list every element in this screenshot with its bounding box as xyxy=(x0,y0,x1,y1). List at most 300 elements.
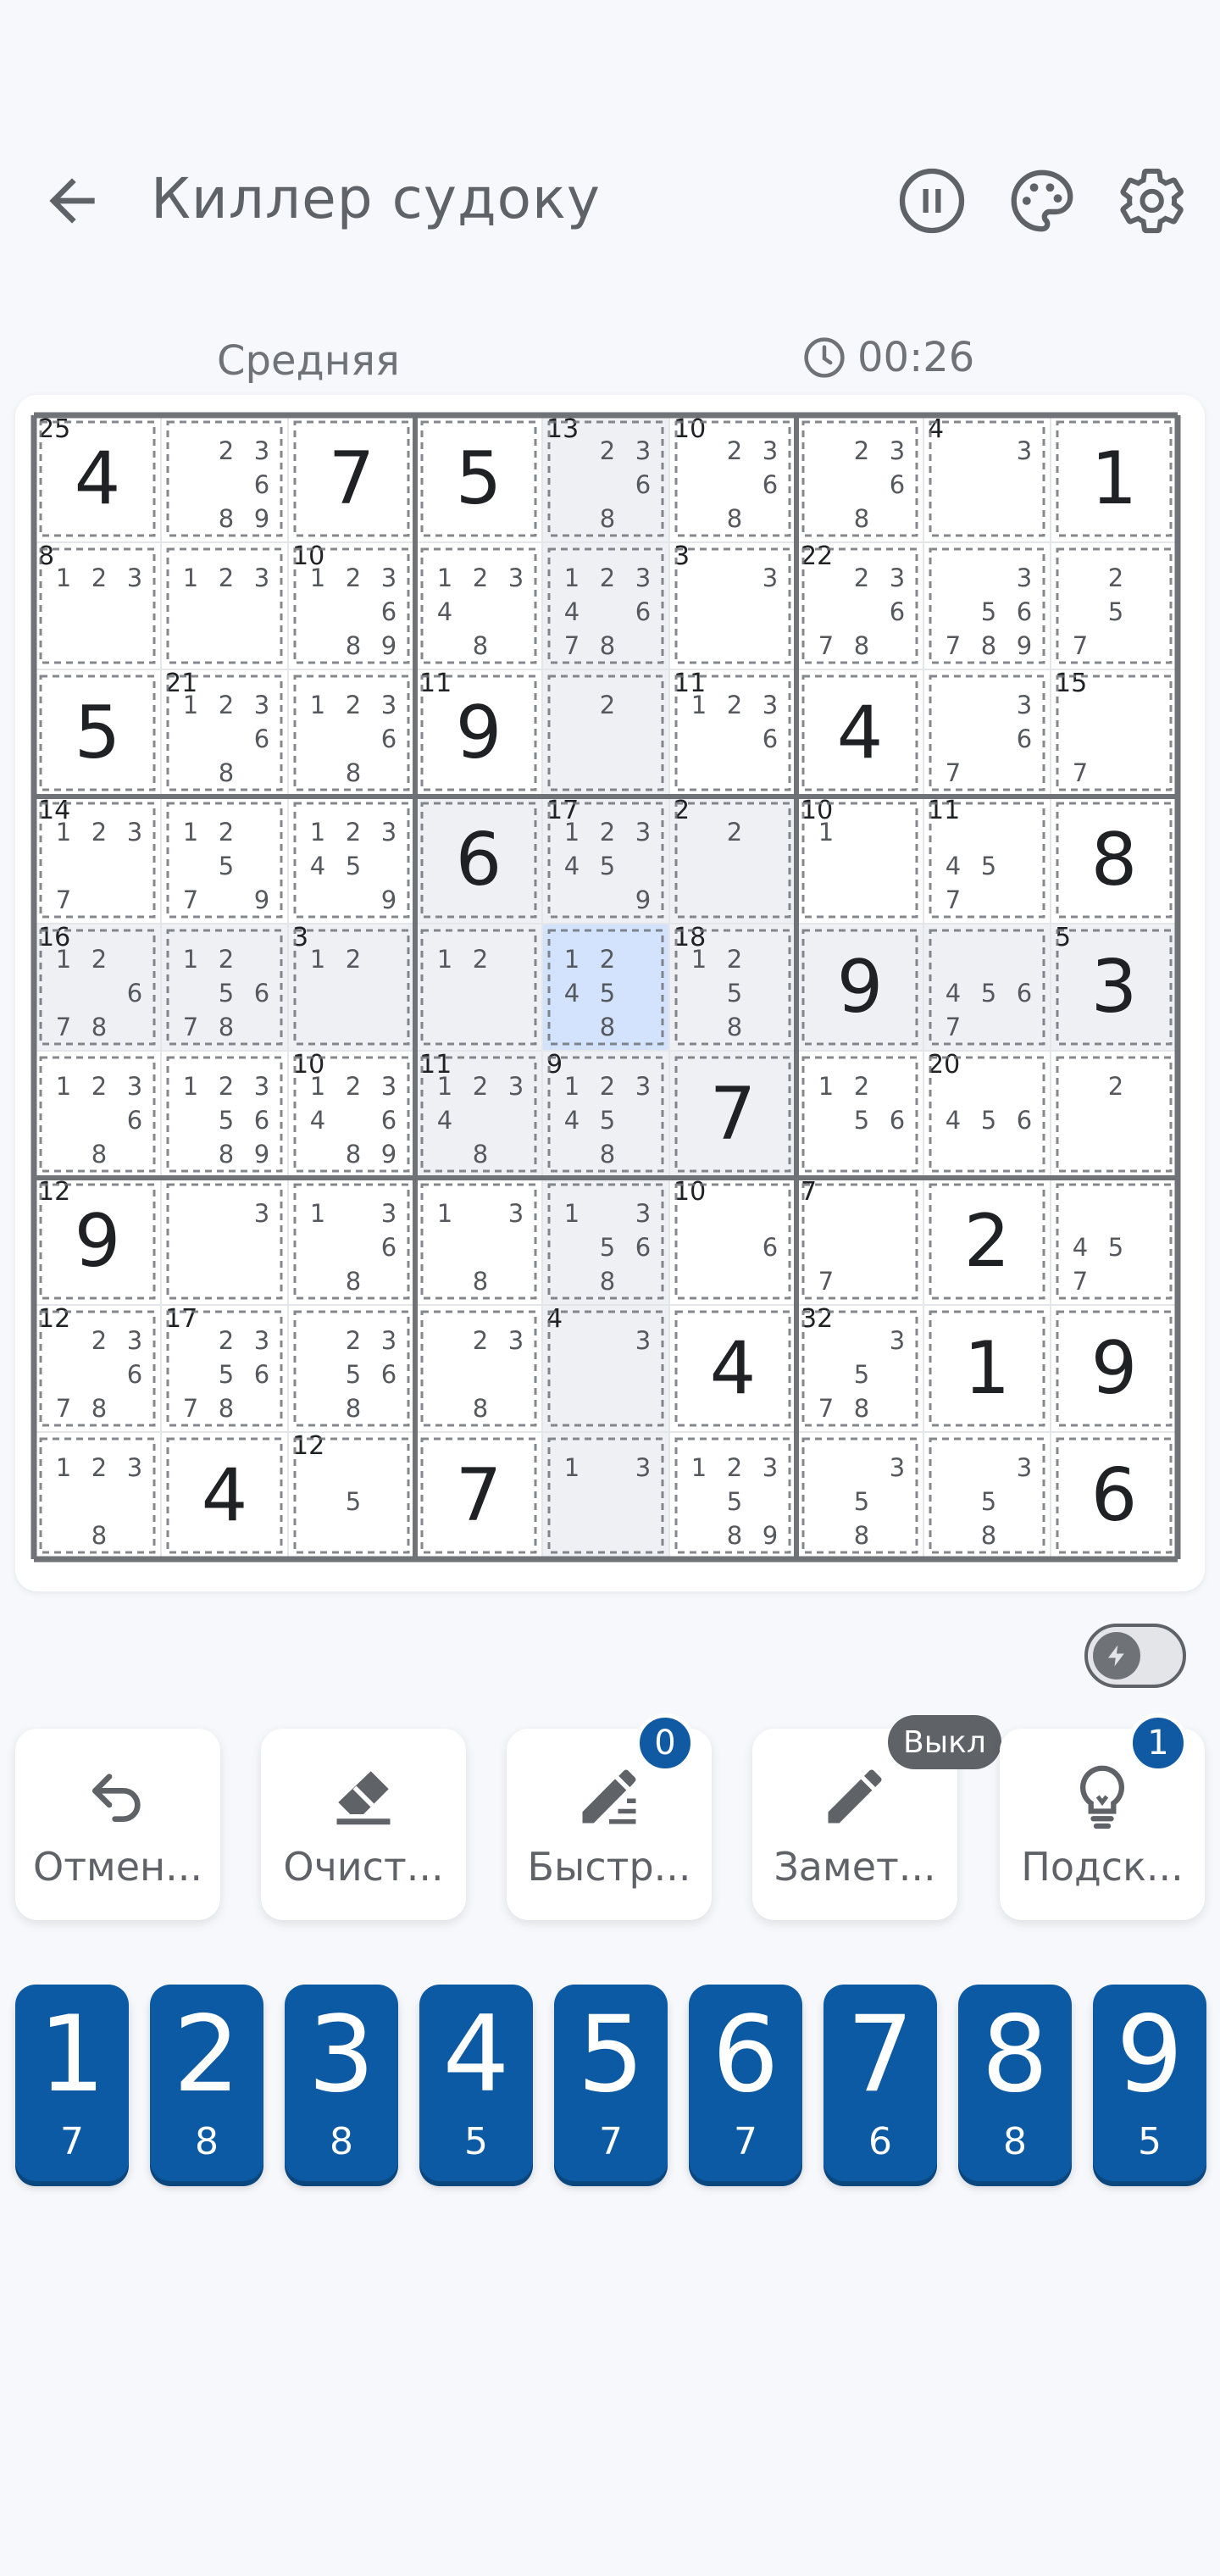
cell-digit: 1 xyxy=(963,1326,1011,1411)
cage-sum: 15 xyxy=(1055,669,1088,698)
cage-border xyxy=(295,1058,408,1171)
fast-pencil-label: Быстр... xyxy=(527,1844,691,1890)
cage-border xyxy=(803,930,917,1044)
note-digit: 5 xyxy=(980,852,997,880)
note-digit: 1 xyxy=(563,564,580,592)
note-digit: 3 xyxy=(762,436,779,465)
cage-border xyxy=(422,1439,535,1552)
cage-border xyxy=(930,422,1044,536)
note-digit: 4 xyxy=(945,1106,962,1135)
note-digit: 7 xyxy=(945,631,962,660)
note-digit: 3 xyxy=(1016,436,1033,465)
note-digit: 4 xyxy=(563,979,580,1008)
note-digit: 5 xyxy=(345,1487,362,1516)
cage-border xyxy=(930,803,1044,917)
number-key-digit: 7 xyxy=(846,1994,914,2116)
cell-digit: 6 xyxy=(455,818,502,902)
cage-border xyxy=(168,422,281,536)
note-digit: 1 xyxy=(563,1072,580,1101)
note-digit: 1 xyxy=(690,945,707,974)
note-digit: 5 xyxy=(345,1360,362,1389)
note-digit: 3 xyxy=(762,691,779,719)
cage-sum: 18 xyxy=(674,923,707,952)
note-digit: 3 xyxy=(1016,1453,1033,1482)
note-digit: 4 xyxy=(563,597,580,626)
cage-border xyxy=(676,930,790,1044)
number-key-digit: 3 xyxy=(308,1994,375,2116)
note-digit: 3 xyxy=(253,436,270,465)
cage-sum: 17 xyxy=(165,1304,198,1334)
number-key-6[interactable] xyxy=(689,1985,802,2181)
pause-button[interactable] xyxy=(894,163,970,239)
note-digit: 7 xyxy=(818,1267,835,1296)
cage-border xyxy=(803,1439,917,1552)
cage-sum: 16 xyxy=(38,923,71,952)
cage-border xyxy=(549,1058,663,1171)
note-digit: 1 xyxy=(182,564,199,592)
note-digit: 2 xyxy=(91,1072,108,1101)
note-digit: 4 xyxy=(945,852,962,880)
number-key-digit: 9 xyxy=(1116,1994,1184,2116)
number-key-count: 7 xyxy=(60,2120,84,2163)
cage-border xyxy=(41,930,154,1044)
number-key-digit: 4 xyxy=(442,1994,510,2116)
number-key-4[interactable] xyxy=(419,1985,533,2181)
cage-sum: 12 xyxy=(38,1304,71,1334)
note-digit: 3 xyxy=(507,564,524,592)
cage-border xyxy=(676,422,790,536)
note-digit: 2 xyxy=(345,1072,362,1101)
note-digit: 2 xyxy=(472,945,489,974)
note-digit: 1 xyxy=(563,945,580,974)
number-key-digit: 6 xyxy=(712,1994,779,2116)
note-digit: 2 xyxy=(91,945,108,974)
cell-digit: 2 xyxy=(963,1199,1011,1284)
note-digit: 2 xyxy=(345,1326,362,1355)
cage-border xyxy=(1057,422,1171,536)
note-digit: 9 xyxy=(253,1140,270,1169)
cage-sum: 21 xyxy=(165,669,198,698)
note-digit: 3 xyxy=(380,1072,397,1101)
erase-label: Очист... xyxy=(283,1844,444,1890)
note-digit: 3 xyxy=(126,1453,143,1482)
note-digit: 2 xyxy=(1107,1072,1124,1101)
cage-sum: 10 xyxy=(674,414,707,444)
note-digit: 6 xyxy=(889,597,906,626)
note-digit: 7 xyxy=(945,758,962,787)
note-digit: 7 xyxy=(1072,631,1089,660)
top-app-bar xyxy=(0,127,1220,271)
note-digit: 2 xyxy=(472,1072,489,1101)
cage-sum: 11 xyxy=(674,669,707,698)
cell-digit: 1 xyxy=(1090,436,1138,521)
note-digit: 4 xyxy=(436,597,453,626)
number-key-count: 7 xyxy=(734,2120,757,2163)
note-digit: 1 xyxy=(309,818,326,847)
note-digit: 2 xyxy=(472,564,489,592)
number-key-3[interactable] xyxy=(285,1985,398,2181)
cell-digit: 4 xyxy=(836,691,884,775)
cage-sum: 10 xyxy=(292,541,325,571)
note-digit: 9 xyxy=(253,886,270,914)
cage-sum: 12 xyxy=(292,1431,325,1461)
cage-border xyxy=(549,549,663,663)
note-digit: 1 xyxy=(818,1072,835,1101)
number-key-1[interactable] xyxy=(15,1985,129,2181)
cage-border xyxy=(930,1312,1044,1425)
note-digit: 5 xyxy=(853,1106,870,1135)
fast-pencil-icon xyxy=(574,1761,645,1832)
note-digit: 6 xyxy=(126,979,143,1008)
cell-digit: 7 xyxy=(709,1072,757,1157)
note-digit: 2 xyxy=(599,1072,616,1101)
note-digit: 6 xyxy=(380,1106,397,1135)
note-digit: 4 xyxy=(563,852,580,880)
note-digit: 5 xyxy=(218,852,235,880)
number-key-digit: 5 xyxy=(577,1994,645,2116)
theme-button[interactable] xyxy=(1004,163,1080,239)
note-digit: 1 xyxy=(818,818,835,847)
note-digit: 1 xyxy=(436,1072,453,1101)
cage-border xyxy=(676,1312,790,1425)
note-digit: 4 xyxy=(1072,1233,1089,1262)
note-digit: 2 xyxy=(91,564,108,592)
note-digit: 1 xyxy=(182,691,199,719)
cage-sum: 9 xyxy=(546,1050,563,1080)
note-digit: 8 xyxy=(853,631,870,660)
cage-sum: 13 xyxy=(546,414,580,444)
cage-border xyxy=(168,549,281,663)
note-digit: 3 xyxy=(635,818,652,847)
note-digit: 2 xyxy=(345,564,362,592)
cage-border xyxy=(1057,1185,1171,1298)
note-digit: 1 xyxy=(436,945,453,974)
note-digit: 6 xyxy=(126,1360,143,1389)
note-digit: 2 xyxy=(345,945,362,974)
timer-value: 00:26 xyxy=(857,334,975,381)
note-digit: 8 xyxy=(91,1521,108,1550)
cell-digit: 4 xyxy=(74,436,121,521)
note-digit: 8 xyxy=(218,1140,235,1169)
note-digit: 9 xyxy=(253,504,270,533)
note-digit: 7 xyxy=(945,886,962,914)
note-digit: 6 xyxy=(889,1106,906,1135)
cell-digit: 5 xyxy=(74,691,121,775)
note-digit: 3 xyxy=(889,436,906,465)
note-digit: 6 xyxy=(253,979,270,1008)
cage-border xyxy=(676,549,790,663)
cage-sum: 17 xyxy=(546,796,580,825)
note-digit: 8 xyxy=(599,631,616,660)
note-digit: 6 xyxy=(380,597,397,626)
cage-border xyxy=(295,422,408,536)
page-title: Киллер судоку xyxy=(151,166,601,231)
cage-border xyxy=(803,549,917,663)
note-digit: 2 xyxy=(726,436,743,465)
note-digit: 3 xyxy=(635,1199,652,1228)
fast-pencil-button[interactable] xyxy=(507,1724,712,1920)
note-digit: 6 xyxy=(1016,979,1033,1008)
note-digit: 8 xyxy=(726,504,743,533)
cage-border xyxy=(168,676,281,790)
cage-sum: 10 xyxy=(674,1177,707,1207)
note-digit: 3 xyxy=(507,1199,524,1228)
note-digit: 1 xyxy=(563,818,580,847)
note-digit: 2 xyxy=(91,1326,108,1355)
note-digit: 6 xyxy=(762,724,779,753)
note-digit: 3 xyxy=(889,1453,906,1482)
note-digit: 6 xyxy=(253,724,270,753)
cell-digit: 7 xyxy=(455,1453,502,1538)
note-digit: 2 xyxy=(218,945,235,974)
cell-digit: 4 xyxy=(201,1453,248,1538)
number-key-8[interactable] xyxy=(958,1985,1072,2181)
sudoku-board xyxy=(34,415,1178,1559)
note-digit: 5 xyxy=(599,1233,616,1262)
note-digit: 2 xyxy=(218,1326,235,1355)
note-digit: 8 xyxy=(599,1013,616,1041)
number-key-count: 8 xyxy=(195,2120,219,2163)
number-key-7[interactable] xyxy=(824,1985,937,2181)
cage-border xyxy=(803,1312,917,1425)
note-digit: 6 xyxy=(635,470,652,499)
cage-border xyxy=(1057,930,1171,1044)
note-digit: 8 xyxy=(345,1394,362,1423)
cage-sum: 11 xyxy=(419,669,452,698)
cage-sum: 4 xyxy=(928,414,945,444)
cage-sum: 10 xyxy=(801,796,834,825)
note-digit: 2 xyxy=(853,564,870,592)
number-key-digit: 8 xyxy=(981,1994,1049,2116)
note-digit: 2 xyxy=(472,1326,489,1355)
cage-border xyxy=(803,422,917,536)
cage-border xyxy=(422,930,535,1044)
cage-sum: 3 xyxy=(292,923,309,952)
note-digit: 8 xyxy=(599,1140,616,1169)
cage-border xyxy=(422,1185,535,1298)
note-digit: 5 xyxy=(726,1487,743,1516)
note-digit: 3 xyxy=(380,564,397,592)
hint-button[interactable] xyxy=(1000,1724,1205,1920)
cage-border xyxy=(422,1058,535,1171)
cage-border xyxy=(549,803,663,917)
cage-border xyxy=(803,803,917,917)
note-digit: 8 xyxy=(345,758,362,787)
note-digit: 7 xyxy=(182,1394,199,1423)
note-digit: 5 xyxy=(1107,1233,1124,1262)
note-digit: 8 xyxy=(218,758,235,787)
note-digit: 6 xyxy=(253,1106,270,1135)
note-digit: 5 xyxy=(599,852,616,880)
cage-border xyxy=(168,1439,281,1552)
note-digit: 8 xyxy=(980,1521,997,1550)
note-digit: 4 xyxy=(436,1106,453,1135)
note-digit: 9 xyxy=(635,886,652,914)
note-digit: 8 xyxy=(345,1140,362,1169)
note-digit: 8 xyxy=(218,1013,235,1041)
note-digit: 1 xyxy=(55,1453,72,1482)
number-key-count: 8 xyxy=(330,2120,353,2163)
cage-sum: 4 xyxy=(546,1304,563,1334)
number-key-2[interactable] xyxy=(150,1985,263,2181)
cage-border xyxy=(422,549,535,663)
cage-border xyxy=(168,1312,281,1425)
number-key-count: 5 xyxy=(1138,2120,1162,2163)
cage-border xyxy=(422,1312,535,1425)
note-digit: 6 xyxy=(253,470,270,499)
note-digit: 8 xyxy=(853,1521,870,1550)
note-digit: 1 xyxy=(436,564,453,592)
difficulty-label: Средняя xyxy=(217,337,400,385)
note-digit: 3 xyxy=(635,1326,652,1355)
cell-digit: 8 xyxy=(1090,818,1138,902)
note-digit: 2 xyxy=(1107,564,1124,592)
note-digit: 3 xyxy=(126,1326,143,1355)
cage-border xyxy=(295,1312,408,1425)
note-digit: 8 xyxy=(345,631,362,660)
note-digit: 8 xyxy=(853,1394,870,1423)
cage-border xyxy=(549,422,663,536)
cage-border xyxy=(1057,676,1171,790)
cage-border xyxy=(422,803,535,917)
notes-label: Замет... xyxy=(774,1844,936,1890)
clock-icon xyxy=(801,335,847,380)
cage-border xyxy=(41,1439,154,1552)
note-digit: 1 xyxy=(309,564,326,592)
erase-button[interactable] xyxy=(261,1729,466,1920)
cage-sum: 22 xyxy=(801,541,834,571)
note-digit: 7 xyxy=(182,886,199,914)
note-digit: 2 xyxy=(218,818,235,847)
note-digit: 3 xyxy=(1016,691,1033,719)
note-digit: 3 xyxy=(253,564,270,592)
cage-border xyxy=(930,930,1044,1044)
quick-mode-toggle[interactable] xyxy=(1084,1624,1186,1688)
note-digit: 7 xyxy=(945,1013,962,1041)
cage-border xyxy=(676,676,790,790)
lightning-icon xyxy=(1104,1643,1129,1668)
note-digit: 5 xyxy=(980,979,997,1008)
note-digit: 8 xyxy=(599,504,616,533)
note-digit: 6 xyxy=(762,1233,779,1262)
back-button[interactable] xyxy=(34,163,110,239)
note-digit: 4 xyxy=(309,852,326,880)
number-key-5[interactable] xyxy=(554,1985,668,2181)
cell-digit: 9 xyxy=(455,691,502,775)
cell-digit: 5 xyxy=(455,436,502,521)
note-digit: 7 xyxy=(563,631,580,660)
note-digit: 4 xyxy=(563,1106,580,1135)
note-digit: 3 xyxy=(507,1326,524,1355)
cage-border xyxy=(549,1439,663,1552)
note-digit: 6 xyxy=(380,1360,397,1389)
note-digit: 1 xyxy=(563,1199,580,1228)
cage-border xyxy=(1057,549,1171,663)
note-digit: 3 xyxy=(762,564,779,592)
number-key-count: 5 xyxy=(464,2120,488,2163)
note-digit: 1 xyxy=(182,1072,199,1101)
cage-border xyxy=(41,1185,154,1298)
note-digit: 3 xyxy=(380,818,397,847)
note-digit: 3 xyxy=(889,1326,906,1355)
note-digit: 9 xyxy=(1016,631,1033,660)
undo-icon xyxy=(84,1763,152,1830)
cage-sum: 3 xyxy=(674,541,690,571)
hint-label: Подск... xyxy=(1021,1844,1184,1890)
note-digit: 3 xyxy=(126,818,143,847)
cell-digit: 9 xyxy=(1090,1326,1138,1411)
cage-border xyxy=(295,1439,408,1552)
notes-button[interactable] xyxy=(752,1724,986,1920)
note-digit: 1 xyxy=(55,818,72,847)
note-digit: 8 xyxy=(726,1013,743,1041)
eraser-icon xyxy=(328,1761,399,1832)
number-key-9[interactable] xyxy=(1093,1985,1206,2181)
note-digit: 5 xyxy=(218,1106,235,1135)
cage-border xyxy=(295,1185,408,1298)
note-digit: 8 xyxy=(599,1267,616,1296)
note-digit: 5 xyxy=(980,1487,997,1516)
cage-sum: 32 xyxy=(801,1304,834,1334)
note-digit: 7 xyxy=(55,1394,72,1423)
note-digit: 6 xyxy=(889,470,906,499)
note-digit: 7 xyxy=(55,1013,72,1041)
number-key-count: 6 xyxy=(868,2120,892,2163)
note-digit: 2 xyxy=(726,945,743,974)
cage-border xyxy=(168,1058,281,1171)
note-digit: 8 xyxy=(91,1140,108,1169)
number-key-digit: 1 xyxy=(38,1994,106,2116)
note-digit: 6 xyxy=(126,1106,143,1135)
note-digit: 2 xyxy=(853,436,870,465)
cage-border xyxy=(549,1185,663,1298)
cage-sum: 14 xyxy=(38,796,71,825)
cage-border xyxy=(168,930,281,1044)
note-digit: 2 xyxy=(599,564,616,592)
note-digit: 2 xyxy=(726,818,743,847)
note-digit: 8 xyxy=(726,1521,743,1550)
cage-border xyxy=(1057,1058,1171,1171)
note-digit: 5 xyxy=(218,979,235,1008)
note-digit: 2 xyxy=(726,691,743,719)
notes-status-badge: Выкл xyxy=(888,1715,1001,1769)
cage-border xyxy=(803,1185,917,1298)
cage-border xyxy=(295,549,408,663)
note-digit: 3 xyxy=(380,1326,397,1355)
cage-border xyxy=(930,1058,1044,1171)
note-digit: 9 xyxy=(380,631,397,660)
cage-sum: 2 xyxy=(674,796,690,825)
note-digit: 3 xyxy=(635,1072,652,1101)
number-key-count: 8 xyxy=(1003,2120,1027,2163)
cage-border xyxy=(803,676,917,790)
note-digit: 3 xyxy=(253,1199,270,1228)
settings-button[interactable] xyxy=(1114,163,1190,239)
note-digit: 3 xyxy=(762,1453,779,1482)
cage-border xyxy=(676,803,790,917)
note-digit: 4 xyxy=(309,1106,326,1135)
cage-border xyxy=(676,1058,790,1171)
cage-sum: 10 xyxy=(292,1050,325,1080)
note-digit: 8 xyxy=(472,1394,489,1423)
note-digit: 8 xyxy=(980,631,997,660)
note-digit: 3 xyxy=(380,691,397,719)
cell-digit: 9 xyxy=(74,1199,121,1284)
undo-button[interactable] xyxy=(15,1729,220,1920)
note-digit: 2 xyxy=(599,436,616,465)
cage-border xyxy=(422,422,535,536)
cell-digit: 6 xyxy=(1090,1453,1138,1538)
